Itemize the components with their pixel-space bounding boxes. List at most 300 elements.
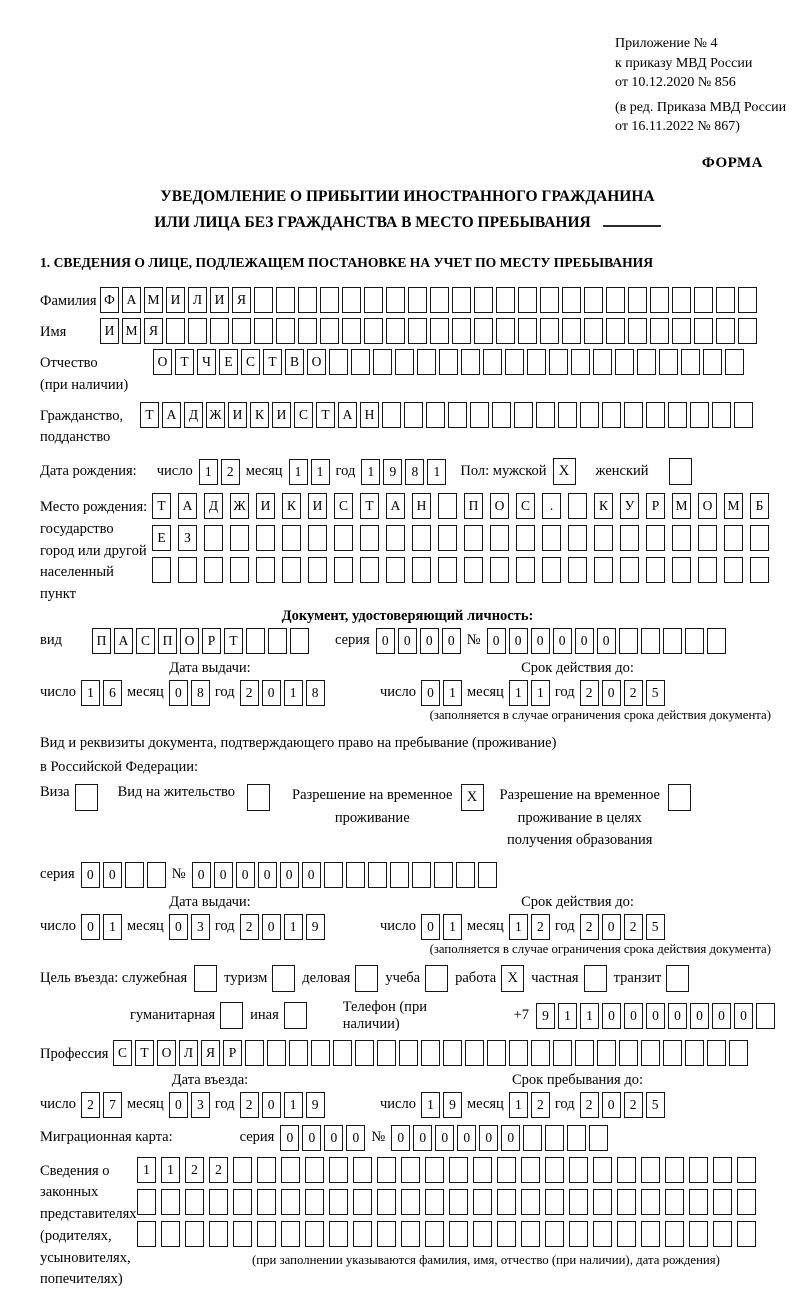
char-cell[interactable] (209, 1221, 228, 1247)
char-cell[interactable] (725, 349, 744, 375)
char-cell[interactable] (672, 557, 691, 583)
char-cell[interactable] (390, 862, 409, 888)
char-cell[interactable]: 1 (81, 680, 100, 706)
char-cell[interactable]: 2 (240, 914, 259, 940)
char-cell[interactable] (281, 1221, 300, 1247)
char-cell[interactable] (311, 1040, 330, 1066)
char-cell[interactable] (282, 525, 301, 551)
char-cell[interactable] (254, 287, 273, 313)
char-cell[interactable]: 1 (161, 1157, 180, 1183)
char-cell[interactable]: А (386, 493, 405, 519)
char-cell[interactable]: 1 (580, 1003, 599, 1029)
char-cell[interactable]: 1 (443, 680, 462, 706)
char-cell[interactable] (562, 318, 581, 344)
char-cell[interactable] (650, 318, 669, 344)
char-cell[interactable] (232, 318, 251, 344)
char-cell[interactable] (505, 349, 524, 375)
char-cell[interactable]: 2 (624, 1092, 643, 1118)
purpose-option-checkbox[interactable] (666, 965, 689, 992)
char-cell[interactable] (417, 349, 436, 375)
char-cell[interactable] (584, 287, 603, 313)
char-cell[interactable]: 2 (580, 914, 599, 940)
char-cell[interactable] (521, 1189, 540, 1215)
char-cell[interactable] (474, 318, 493, 344)
char-cell[interactable]: Я (201, 1040, 220, 1066)
char-cell[interactable]: 2 (624, 914, 643, 940)
purpose-option-checkbox[interactable]: X (501, 965, 524, 992)
char-cell[interactable] (724, 557, 743, 583)
char-cell[interactable] (329, 1189, 348, 1215)
char-cell[interactable] (233, 1189, 252, 1215)
char-cell[interactable] (713, 1221, 732, 1247)
char-cell[interactable]: 0 (376, 628, 395, 654)
char-cell[interactable] (580, 402, 599, 428)
char-cell[interactable] (594, 525, 613, 551)
char-cell[interactable] (545, 1189, 564, 1215)
char-cell[interactable] (161, 1189, 180, 1215)
char-cell[interactable]: Р (223, 1040, 242, 1066)
char-cell[interactable]: 1 (289, 459, 308, 485)
char-cell[interactable] (584, 318, 603, 344)
char-cell[interactable] (516, 525, 535, 551)
char-cell[interactable] (663, 628, 682, 654)
char-cell[interactable] (464, 557, 483, 583)
char-cell[interactable] (408, 287, 427, 313)
char-cell[interactable] (377, 1157, 396, 1183)
purpose-option-checkbox[interactable] (425, 965, 448, 992)
char-cell[interactable] (425, 1221, 444, 1247)
char-cell[interactable] (665, 1189, 684, 1215)
char-cell[interactable] (569, 1157, 588, 1183)
char-cell[interactable] (185, 1189, 204, 1215)
char-cell[interactable] (305, 1221, 324, 1247)
char-cell[interactable] (641, 1221, 660, 1247)
char-cell[interactable]: 0 (81, 914, 100, 940)
char-cell[interactable]: 3 (191, 914, 210, 940)
char-cell[interactable]: У (620, 493, 639, 519)
char-cell[interactable]: Ж (230, 493, 249, 519)
char-cell[interactable]: 1 (284, 680, 303, 706)
char-cell[interactable] (606, 287, 625, 313)
purpose-option-checkbox[interactable] (355, 965, 378, 992)
char-cell[interactable] (665, 1157, 684, 1183)
char-cell[interactable] (593, 1221, 612, 1247)
char-cell[interactable]: 2 (209, 1157, 228, 1183)
char-cell[interactable] (281, 1157, 300, 1183)
char-cell[interactable]: Т (140, 402, 159, 428)
char-cell[interactable]: 1 (427, 459, 446, 485)
char-cell[interactable] (373, 349, 392, 375)
char-cell[interactable] (545, 1125, 564, 1151)
char-cell[interactable]: П (158, 628, 177, 654)
char-cell[interactable]: 0 (214, 862, 233, 888)
char-cell[interactable]: 0 (302, 1125, 321, 1151)
char-cell[interactable] (490, 557, 509, 583)
char-cell[interactable]: 0 (734, 1003, 753, 1029)
char-cell[interactable]: Е (152, 525, 171, 551)
char-cell[interactable]: 0 (442, 628, 461, 654)
char-cell[interactable]: 0 (103, 862, 122, 888)
char-cell[interactable]: Б (750, 493, 769, 519)
char-cell[interactable]: И (210, 287, 229, 313)
char-cell[interactable] (497, 1189, 516, 1215)
char-cell[interactable]: М (122, 318, 141, 344)
char-cell[interactable] (589, 1125, 608, 1151)
char-cell[interactable] (641, 1040, 660, 1066)
char-cell[interactable]: 0 (169, 680, 188, 706)
char-cell[interactable] (254, 318, 273, 344)
char-cell[interactable] (659, 349, 678, 375)
char-cell[interactable]: И (256, 493, 275, 519)
char-cell[interactable] (474, 287, 493, 313)
char-cell[interactable] (593, 1189, 612, 1215)
char-cell[interactable]: 0 (169, 1092, 188, 1118)
char-cell[interactable] (355, 1040, 374, 1066)
char-cell[interactable] (641, 628, 660, 654)
char-cell[interactable] (536, 402, 555, 428)
sex-male-checkbox[interactable]: X (553, 458, 576, 485)
char-cell[interactable]: 1 (509, 1092, 528, 1118)
char-cell[interactable]: 0 (690, 1003, 709, 1029)
char-cell[interactable] (545, 1157, 564, 1183)
char-cell[interactable] (724, 525, 743, 551)
char-cell[interactable] (353, 1157, 372, 1183)
char-cell[interactable] (713, 1189, 732, 1215)
char-cell[interactable]: С (113, 1040, 132, 1066)
char-cell[interactable] (521, 1221, 540, 1247)
char-cell[interactable] (518, 318, 537, 344)
char-cell[interactable] (256, 525, 275, 551)
char-cell[interactable] (497, 1221, 516, 1247)
char-cell[interactable] (569, 1189, 588, 1215)
char-cell[interactable] (449, 1189, 468, 1215)
purpose-option-checkbox[interactable] (584, 965, 607, 992)
char-cell[interactable] (342, 287, 361, 313)
char-cell[interactable]: 1 (284, 1092, 303, 1118)
char-cell[interactable]: Н (412, 493, 431, 519)
char-cell[interactable] (256, 557, 275, 583)
char-cell[interactable]: Т (175, 349, 194, 375)
char-cell[interactable] (690, 402, 709, 428)
char-cell[interactable] (233, 1157, 252, 1183)
char-cell[interactable]: Т (152, 493, 171, 519)
char-cell[interactable]: Т (135, 1040, 154, 1066)
char-cell[interactable]: А (338, 402, 357, 428)
char-cell[interactable] (360, 525, 379, 551)
char-cell[interactable]: К (250, 402, 269, 428)
char-cell[interactable]: 0 (258, 862, 277, 888)
char-cell[interactable] (364, 318, 383, 344)
char-cell[interactable] (497, 1157, 516, 1183)
char-cell[interactable] (487, 1040, 506, 1066)
char-cell[interactable] (602, 402, 621, 428)
char-cell[interactable] (204, 557, 223, 583)
char-cell[interactable] (594, 557, 613, 583)
char-cell[interactable] (641, 1189, 660, 1215)
char-cell[interactable]: 0 (420, 628, 439, 654)
char-cell[interactable]: 9 (443, 1092, 462, 1118)
char-cell[interactable]: 0 (624, 1003, 643, 1029)
char-cell[interactable]: 0 (457, 1125, 476, 1151)
char-cell[interactable] (492, 402, 511, 428)
char-cell[interactable] (713, 1157, 732, 1183)
char-cell[interactable]: И (308, 493, 327, 519)
char-cell[interactable] (620, 557, 639, 583)
char-cell[interactable]: О (490, 493, 509, 519)
char-cell[interactable] (298, 287, 317, 313)
char-cell[interactable] (386, 318, 405, 344)
char-cell[interactable] (245, 1040, 264, 1066)
char-cell[interactable] (569, 1221, 588, 1247)
char-cell[interactable] (619, 1040, 638, 1066)
char-cell[interactable] (320, 287, 339, 313)
char-cell[interactable] (334, 557, 353, 583)
char-cell[interactable] (540, 287, 559, 313)
char-cell[interactable] (412, 862, 431, 888)
char-cell[interactable]: 2 (580, 1092, 599, 1118)
char-cell[interactable] (353, 1189, 372, 1215)
char-cell[interactable]: 1 (103, 914, 122, 940)
char-cell[interactable] (412, 525, 431, 551)
char-cell[interactable] (685, 628, 704, 654)
char-cell[interactable] (439, 349, 458, 375)
char-cell[interactable] (571, 349, 590, 375)
char-cell[interactable]: И (272, 402, 291, 428)
char-cell[interactable] (246, 628, 265, 654)
char-cell[interactable] (531, 1040, 550, 1066)
char-cell[interactable]: 0 (81, 862, 100, 888)
char-cell[interactable]: 0 (262, 914, 281, 940)
char-cell[interactable]: 0 (398, 628, 417, 654)
char-cell[interactable] (712, 402, 731, 428)
char-cell[interactable] (360, 557, 379, 583)
char-cell[interactable]: 7 (103, 1092, 122, 1118)
char-cell[interactable]: 5 (646, 914, 665, 940)
char-cell[interactable]: 2 (185, 1157, 204, 1183)
char-cell[interactable]: 9 (306, 914, 325, 940)
char-cell[interactable]: 0 (169, 914, 188, 940)
char-cell[interactable] (329, 1221, 348, 1247)
char-cell[interactable]: Д (204, 493, 223, 519)
char-cell[interactable] (668, 402, 687, 428)
char-cell[interactable] (617, 1157, 636, 1183)
char-cell[interactable]: 0 (501, 1125, 520, 1151)
char-cell[interactable] (166, 318, 185, 344)
char-cell[interactable]: 0 (479, 1125, 498, 1151)
char-cell[interactable]: Т (360, 493, 379, 519)
char-cell[interactable]: Е (219, 349, 238, 375)
char-cell[interactable] (425, 1157, 444, 1183)
char-cell[interactable] (646, 557, 665, 583)
char-cell[interactable] (438, 525, 457, 551)
char-cell[interactable] (689, 1189, 708, 1215)
char-cell[interactable]: 8 (306, 680, 325, 706)
purpose-option-checkbox[interactable] (272, 965, 295, 992)
char-cell[interactable]: 9 (306, 1092, 325, 1118)
char-cell[interactable]: О (153, 349, 172, 375)
char-cell[interactable] (514, 402, 533, 428)
char-cell[interactable]: 0 (509, 628, 528, 654)
char-cell[interactable]: 0 (602, 914, 621, 940)
char-cell[interactable]: А (122, 287, 141, 313)
char-cell[interactable] (738, 287, 757, 313)
char-cell[interactable] (707, 628, 726, 654)
char-cell[interactable]: Д (184, 402, 203, 428)
char-cell[interactable] (521, 1157, 540, 1183)
char-cell[interactable]: 1 (509, 914, 528, 940)
char-cell[interactable]: С (241, 349, 260, 375)
char-cell[interactable] (308, 557, 327, 583)
char-cell[interactable]: 0 (602, 1092, 621, 1118)
sex-female-checkbox[interactable] (669, 458, 692, 485)
char-cell[interactable]: О (698, 493, 717, 519)
char-cell[interactable]: . (542, 493, 561, 519)
char-cell[interactable] (425, 1189, 444, 1215)
char-cell[interactable] (276, 318, 295, 344)
char-cell[interactable] (147, 862, 166, 888)
char-cell[interactable] (637, 349, 656, 375)
char-cell[interactable] (334, 525, 353, 551)
char-cell[interactable]: Ч (197, 349, 216, 375)
char-cell[interactable] (672, 525, 691, 551)
char-cell[interactable]: 0 (324, 1125, 343, 1151)
char-cell[interactable] (646, 402, 665, 428)
char-cell[interactable] (496, 318, 515, 344)
char-cell[interactable] (542, 525, 561, 551)
char-cell[interactable]: Н (360, 402, 379, 428)
char-cell[interactable] (464, 525, 483, 551)
char-cell[interactable]: 0 (602, 1003, 621, 1029)
char-cell[interactable]: А (114, 628, 133, 654)
char-cell[interactable]: 1 (361, 459, 380, 485)
char-cell[interactable] (689, 1157, 708, 1183)
char-cell[interactable] (178, 557, 197, 583)
char-cell[interactable]: 2 (240, 680, 259, 706)
char-cell[interactable] (125, 862, 144, 888)
char-cell[interactable] (737, 1221, 756, 1247)
char-cell[interactable]: 2 (221, 459, 240, 485)
char-cell[interactable] (281, 1189, 300, 1215)
char-cell[interactable]: 0 (280, 1125, 299, 1151)
char-cell[interactable]: 3 (191, 1092, 210, 1118)
char-cell[interactable] (549, 349, 568, 375)
char-cell[interactable]: О (180, 628, 199, 654)
char-cell[interactable] (377, 1189, 396, 1215)
char-cell[interactable] (694, 287, 713, 313)
char-cell[interactable] (233, 1221, 252, 1247)
char-cell[interactable] (619, 628, 638, 654)
residence-permit-checkbox[interactable] (247, 784, 270, 811)
char-cell[interactable]: 8 (405, 459, 424, 485)
char-cell[interactable]: З (178, 525, 197, 551)
char-cell[interactable]: 0 (413, 1125, 432, 1151)
char-cell[interactable]: 5 (646, 680, 665, 706)
char-cell[interactable] (606, 318, 625, 344)
char-cell[interactable]: 0 (421, 680, 440, 706)
char-cell[interactable] (430, 287, 449, 313)
char-cell[interactable] (734, 402, 753, 428)
char-cell[interactable]: 1 (311, 459, 330, 485)
char-cell[interactable] (324, 862, 343, 888)
char-cell[interactable] (368, 862, 387, 888)
char-cell[interactable] (257, 1157, 276, 1183)
char-cell[interactable] (542, 557, 561, 583)
char-cell[interactable] (289, 1040, 308, 1066)
char-cell[interactable] (449, 1221, 468, 1247)
char-cell[interactable] (346, 862, 365, 888)
char-cell[interactable]: 1 (421, 1092, 440, 1118)
char-cell[interactable] (443, 1040, 462, 1066)
char-cell[interactable] (698, 557, 717, 583)
char-cell[interactable] (421, 1040, 440, 1066)
char-cell[interactable]: Я (144, 318, 163, 344)
purpose-option-checkbox[interactable] (220, 1002, 243, 1029)
char-cell[interactable] (382, 402, 401, 428)
char-cell[interactable] (401, 1221, 420, 1247)
char-cell[interactable] (681, 349, 700, 375)
char-cell[interactable]: 0 (262, 680, 281, 706)
char-cell[interactable] (449, 1157, 468, 1183)
char-cell[interactable] (523, 1125, 542, 1151)
char-cell[interactable] (568, 493, 587, 519)
char-cell[interactable] (452, 287, 471, 313)
char-cell[interactable]: П (92, 628, 111, 654)
char-cell[interactable]: 2 (531, 1092, 550, 1118)
char-cell[interactable] (137, 1189, 156, 1215)
char-cell[interactable] (628, 318, 647, 344)
char-cell[interactable] (399, 1040, 418, 1066)
char-cell[interactable] (620, 525, 639, 551)
char-cell[interactable]: 2 (624, 680, 643, 706)
char-cell[interactable] (617, 1189, 636, 1215)
char-cell[interactable] (353, 1221, 372, 1247)
char-cell[interactable]: Ф (100, 287, 119, 313)
char-cell[interactable]: 0 (435, 1125, 454, 1151)
char-cell[interactable] (597, 1040, 616, 1066)
char-cell[interactable] (568, 557, 587, 583)
char-cell[interactable] (527, 349, 546, 375)
char-cell[interactable] (646, 525, 665, 551)
char-cell[interactable] (553, 1040, 572, 1066)
char-cell[interactable]: 0 (646, 1003, 665, 1029)
char-cell[interactable] (650, 287, 669, 313)
char-cell[interactable] (209, 1189, 228, 1215)
char-cell[interactable]: С (334, 493, 353, 519)
char-cell[interactable]: Т (224, 628, 243, 654)
char-cell[interactable]: М (672, 493, 691, 519)
char-cell[interactable] (516, 557, 535, 583)
char-cell[interactable] (386, 287, 405, 313)
char-cell[interactable] (689, 1221, 708, 1247)
char-cell[interactable]: П (464, 493, 483, 519)
char-cell[interactable] (685, 1040, 704, 1066)
char-cell[interactable] (562, 287, 581, 313)
char-cell[interactable] (257, 1221, 276, 1247)
char-cell[interactable]: 0 (597, 628, 616, 654)
char-cell[interactable]: В (285, 349, 304, 375)
char-cell[interactable]: О (157, 1040, 176, 1066)
char-cell[interactable] (473, 1157, 492, 1183)
char-cell[interactable] (377, 1221, 396, 1247)
char-cell[interactable]: 1 (284, 914, 303, 940)
char-cell[interactable] (408, 318, 427, 344)
char-cell[interactable]: 0 (346, 1125, 365, 1151)
char-cell[interactable] (729, 1040, 748, 1066)
char-cell[interactable]: 1 (558, 1003, 577, 1029)
char-cell[interactable] (276, 287, 295, 313)
char-cell[interactable] (452, 318, 471, 344)
char-cell[interactable]: К (594, 493, 613, 519)
